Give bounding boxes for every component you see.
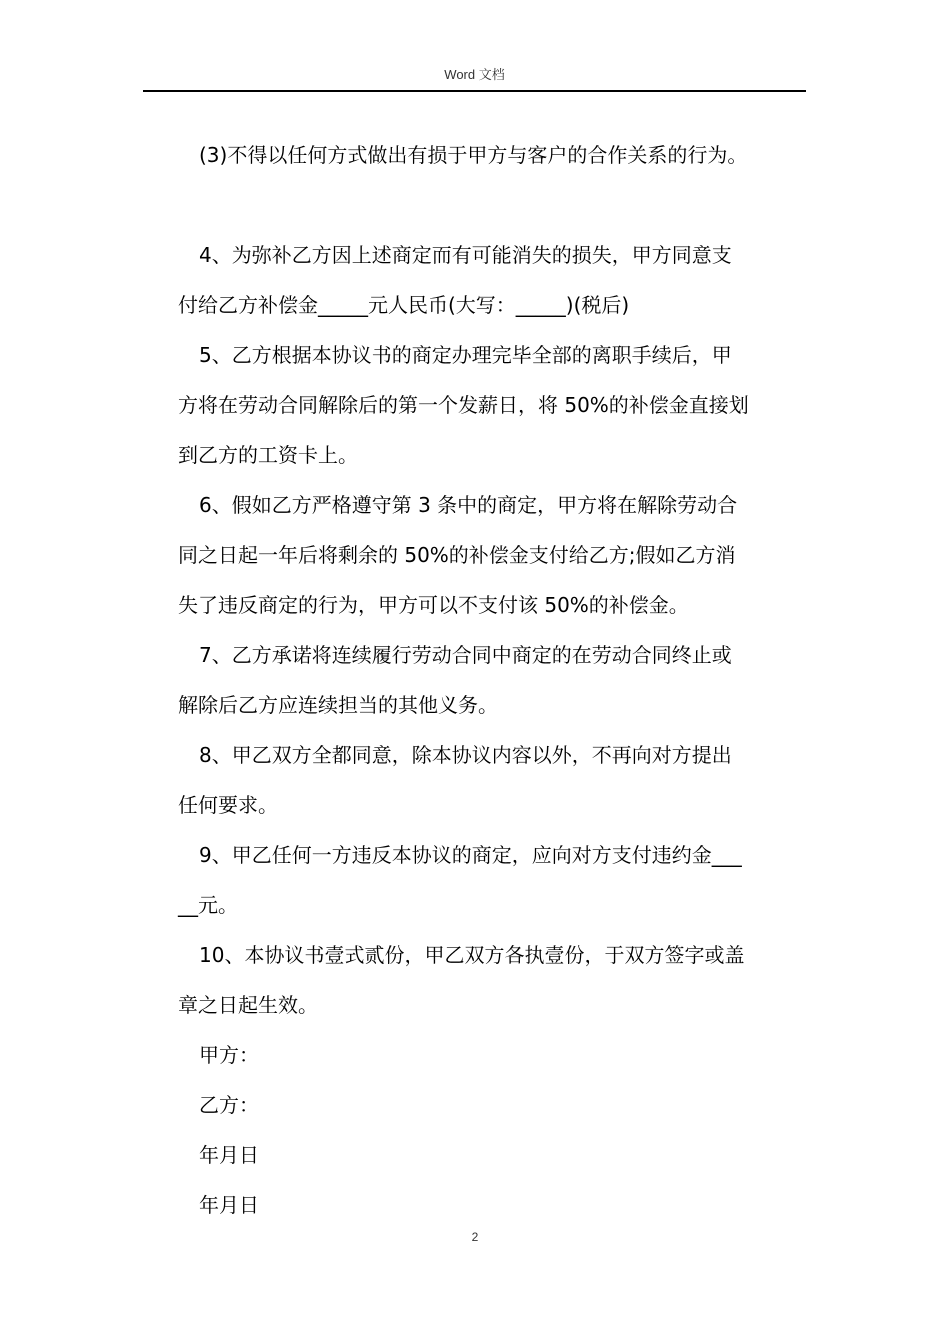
page-header — [143, 64, 806, 92]
clause-8-line-2: 任何要求。 — [178, 793, 278, 817]
clause-10-line-1: 10、本协议书壹式贰份，甲乙双方各执壹份，于双方签字或盖 — [199, 943, 745, 967]
clause-9-line-2: __元。 — [178, 893, 238, 917]
clause-7-line-1: 7、乙方承诺将连续履行劳动合同中商定的在劳动合同终止或 — [199, 643, 732, 667]
clause-4-line-2: 付给乙方补偿金_____元人民币(大写：_____)(税后) — [178, 293, 630, 317]
signature-party-a: 甲方： — [199, 1043, 259, 1067]
clause-4-line-1: 4、为弥补乙方因上述商定而有可能消失的损失，甲方同意支 — [199, 243, 732, 267]
signature-party-b: 乙方： — [199, 1093, 259, 1117]
clause-5-line-2: 方将在劳动合同解除后的第一个发薪日，将 50%的补偿金直接划 — [178, 393, 749, 417]
signature-date-b: 年月日 — [199, 1193, 259, 1217]
signature-date-a: 年月日 — [199, 1143, 259, 1167]
clause-6-line-3: 失了违反商定的行为，甲方可以不支付该 50%的补偿金。 — [178, 593, 689, 617]
blank-line — [178, 180, 803, 230]
clause-6-line-1: 6、假如乙方严格遵守第 3 条中的商定，甲方将在解除劳动合 — [199, 493, 738, 517]
clause-10-line-2: 章之日起生效。 — [178, 993, 318, 1017]
clause-3-item-3: (3)不得以任何方式做出有损于甲方与客户的合作关系的行为。 — [199, 143, 748, 167]
header-title: Word 文档 — [444, 67, 505, 82]
clause-5-line-3: 到乙方的工资卡上。 — [178, 443, 358, 467]
clause-8-line-1: 8、甲乙双方全都同意，除本协议内容以外，不再向对方提出 — [199, 743, 732, 767]
clause-7-line-2: 解除后乙方应连续担当的其他义务。 — [178, 693, 498, 717]
clause-6-line-2: 同之日起一年后将剩余的 50%的补偿金支付给乙方;假如乙方消 — [178, 543, 736, 567]
clause-5-line-1: 5、乙方根据本协议书的商定办理完毕全部的离职手续后，甲 — [199, 343, 732, 367]
clause-9-line-1: 9、甲乙任何一方违反本协议的商定，应向对方支付违约金___ — [199, 843, 742, 867]
document-body — [178, 130, 803, 1230]
page-number: 2 — [471, 1230, 479, 1244]
